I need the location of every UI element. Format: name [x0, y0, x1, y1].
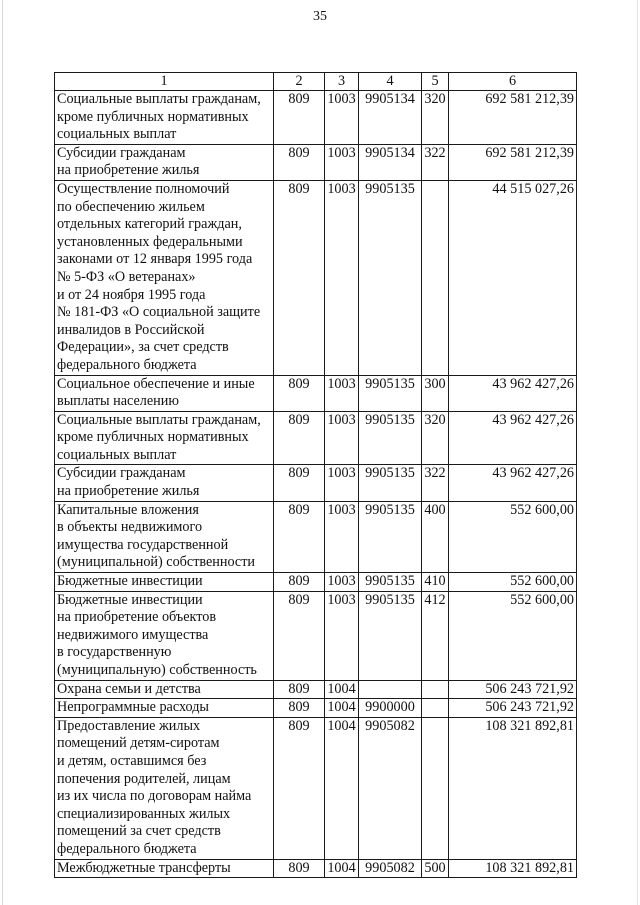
table-row	[55, 859, 577, 878]
table-row	[55, 699, 577, 718]
table-row	[55, 591, 577, 680]
amount: 43 962 427,26	[449, 411, 577, 465]
expense-name: Социальные выплаты гражданам, кроме публичных нормативных социальных выплат	[55, 411, 274, 465]
ministry-code: 809	[274, 717, 325, 859]
section-code: 1004	[325, 699, 359, 718]
section-code: 1003	[325, 180, 359, 375]
expense-name: Капитальные вложения в объекты недвижимого имущества государственной (муниципальной) собственности	[55, 501, 274, 572]
expense-name: Бюджетные инвестиции на приобретение объектов недвижимого имущества в государственную (муниципальную) собственность	[55, 591, 274, 680]
ministry-code: 809	[274, 91, 325, 145]
amount: 692 581 212,39	[449, 144, 577, 180]
section-code: 1004	[325, 859, 359, 878]
amount: 552 600,00	[449, 591, 577, 680]
ministry-code: 809	[274, 375, 325, 411]
table-row	[55, 180, 577, 375]
target-item-code: 9905135	[359, 180, 422, 375]
section-code: 1004	[325, 717, 359, 859]
table-header-row	[55, 73, 577, 91]
table-row	[55, 680, 577, 699]
section-code: 1003	[325, 375, 359, 411]
table-row	[55, 501, 577, 572]
page-number: 35	[313, 9, 327, 24]
target-item-code: 9905135	[359, 573, 422, 592]
section-code: 1003	[325, 144, 359, 180]
amount: 692 581 212,39	[449, 91, 577, 145]
amount: 43 962 427,26	[449, 465, 577, 501]
expense-type-code: 322	[422, 144, 449, 180]
amount: 552 600,00	[449, 501, 577, 572]
target-item-code: 9905135	[359, 591, 422, 680]
expense-name: Социальное обеспечение и иные выплаты населению	[55, 375, 274, 411]
section-code: 1003	[325, 91, 359, 145]
expense-type-code	[422, 699, 449, 718]
target-item-code: 9905135	[359, 501, 422, 572]
target-item-code: 9905135	[359, 411, 422, 465]
expense-name: Предоставление жилых помещений детям-сиротам и детям, оставшимся без попечения родителей, лицам из их числа по договорам найма специализированных жилых помещений за счет средств федерального бюджета	[55, 717, 274, 859]
section-code: 1004	[325, 680, 359, 699]
ministry-code: 809	[274, 859, 325, 878]
expense-name: Непрограммные расходы	[55, 699, 274, 718]
target-item-code: 9905134	[359, 144, 422, 180]
section-code: 1003	[325, 591, 359, 680]
column-header: 6	[449, 73, 577, 91]
budget-table	[54, 72, 577, 878]
expense-type-code	[422, 680, 449, 699]
amount: 552 600,00	[449, 573, 577, 592]
expense-type-code: 322	[422, 465, 449, 501]
target-item-code: 9905135	[359, 465, 422, 501]
table-row	[55, 573, 577, 592]
expense-name: Охрана семьи и детства	[55, 680, 274, 699]
table-row	[55, 375, 577, 411]
expense-type-code	[422, 717, 449, 859]
ministry-code: 809	[274, 501, 325, 572]
target-item-code: 9905134	[359, 91, 422, 145]
expense-type-code: 300	[422, 375, 449, 411]
scan-edge-left	[2, 0, 3, 905]
amount: 506 243 721,92	[449, 680, 577, 699]
amount: 108 321 892,81	[449, 859, 577, 878]
expense-type-code: 500	[422, 859, 449, 878]
section-code: 1003	[325, 573, 359, 592]
expense-name: Межбюджетные трансферты	[55, 859, 274, 878]
table-row	[55, 717, 577, 859]
amount: 506 243 721,92	[449, 699, 577, 718]
expense-type-code	[422, 180, 449, 375]
expense-name: Бюджетные инвестиции	[55, 573, 274, 592]
column-header: 2	[274, 73, 325, 91]
table-row	[55, 465, 577, 501]
expense-type-code: 412	[422, 591, 449, 680]
target-item-code: 9905135	[359, 375, 422, 411]
expense-type-code: 400	[422, 501, 449, 572]
expense-name: Субсидии гражданам на приобретение жилья	[55, 465, 274, 501]
expense-type-code: 410	[422, 573, 449, 592]
target-item-code	[359, 680, 422, 699]
section-code: 1003	[325, 465, 359, 501]
target-item-code: 9905082	[359, 859, 422, 878]
amount: 44 515 027,26	[449, 180, 577, 375]
ministry-code: 809	[274, 411, 325, 465]
table-row	[55, 144, 577, 180]
target-item-code: 9900000	[359, 699, 422, 718]
ministry-code: 809	[274, 573, 325, 592]
ministry-code: 809	[274, 465, 325, 501]
section-code: 1003	[325, 501, 359, 572]
column-header: 5	[422, 73, 449, 91]
table-row	[55, 411, 577, 465]
expense-name: Субсидии гражданам на приобретение жилья	[55, 144, 274, 180]
column-header: 3	[325, 73, 359, 91]
scan-edge-right	[637, 0, 638, 905]
expense-name: Осуществление полномочий по обеспечению жильем отдельных категорий граждан, установленных федеральными законами от 12 января 1995 года № 5-ФЗ «О ветеранах» и от 24 ноября 1995 года № 181-ФЗ «О социальной защите инвалидов в Российской Федерации», за счет средств федерального бюджета	[55, 180, 274, 375]
ministry-code: 809	[274, 180, 325, 375]
ministry-code: 809	[274, 680, 325, 699]
expense-name: Социальные выплаты гражданам, кроме публичных нормативных социальных выплат	[55, 91, 274, 145]
table-row	[55, 91, 577, 145]
ministry-code: 809	[274, 144, 325, 180]
ministry-code: 809	[274, 591, 325, 680]
section-code: 1003	[325, 411, 359, 465]
column-header: 4	[359, 73, 422, 91]
expense-type-code: 320	[422, 411, 449, 465]
expense-type-code: 320	[422, 91, 449, 145]
amount: 43 962 427,26	[449, 375, 577, 411]
ministry-code: 809	[274, 699, 325, 718]
target-item-code: 9905082	[359, 717, 422, 859]
column-header: 1	[55, 73, 274, 91]
amount: 108 321 892,81	[449, 717, 577, 859]
